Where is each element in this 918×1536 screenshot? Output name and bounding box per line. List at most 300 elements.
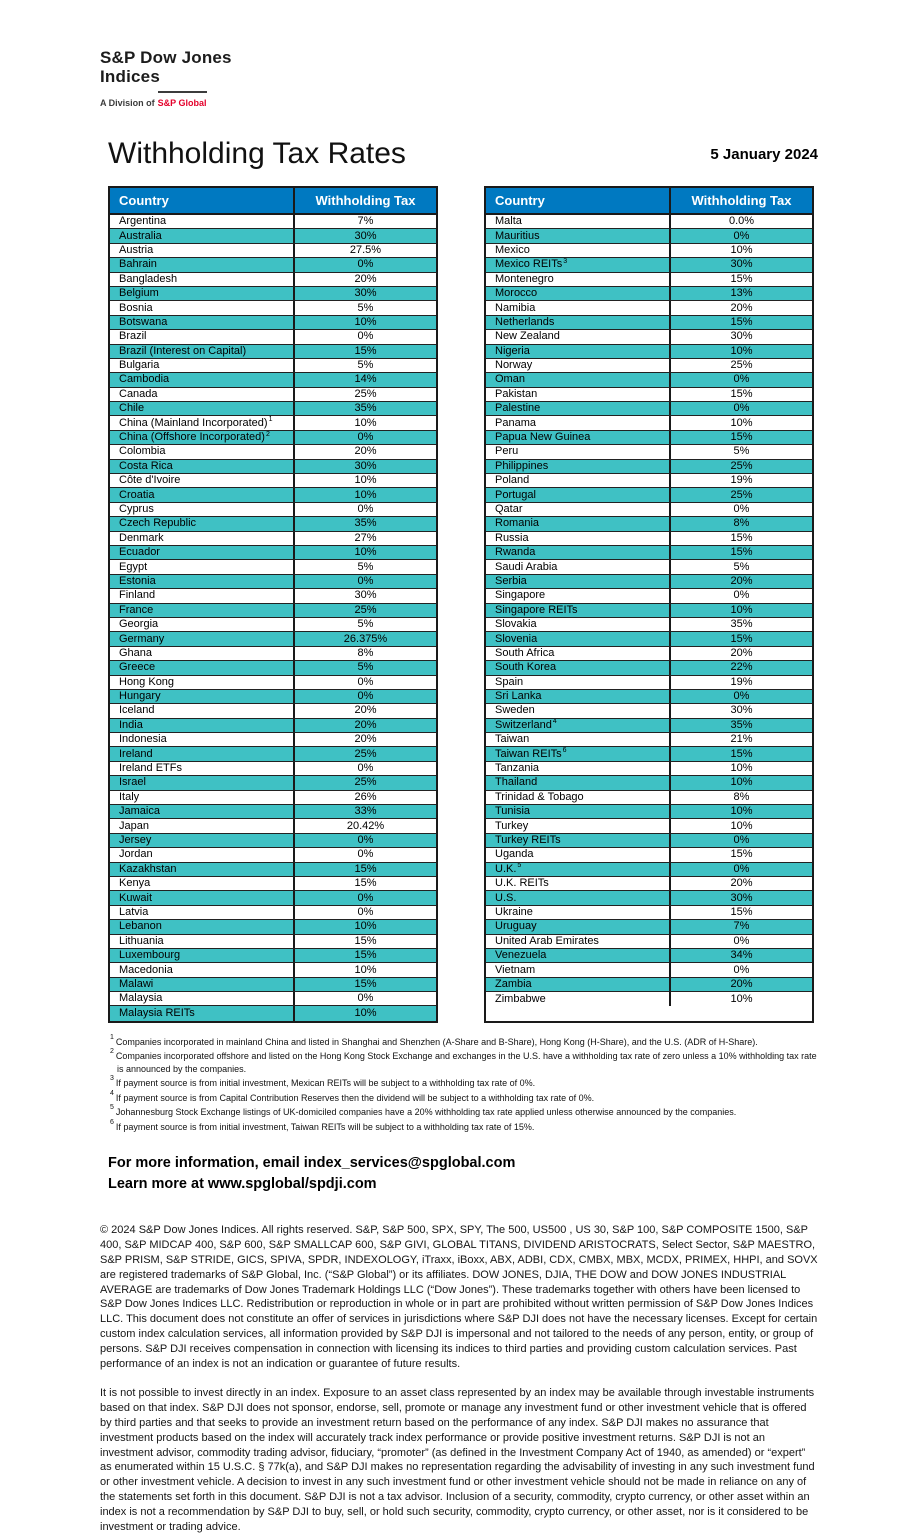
tax-rate-cell: 10% <box>669 762 812 775</box>
country-cell: Ukraine <box>495 905 533 918</box>
table-row <box>486 330 812 344</box>
table-row <box>110 632 436 646</box>
country-cell: Jamaica <box>119 805 160 818</box>
tax-rate-cell: 20% <box>293 273 436 286</box>
country-cell: Croatia <box>119 488 155 501</box>
tax-rate-cell: 10% <box>669 805 812 818</box>
table-row <box>486 560 812 574</box>
tax-rate-cell: 5% <box>293 618 436 631</box>
footnote: $^3$ If payment source is from initial investment, Mexican REITs will be subject to a withholding tax rate of 0%. <box>110 1075 536 1089</box>
country-cell: Singapore <box>495 589 546 602</box>
table-row <box>486 891 812 905</box>
country-cell: Norway <box>495 359 533 372</box>
footnote-number: 4 <box>110 1089 114 1097</box>
country-cell: Austria <box>119 243 154 256</box>
tax-rate-cell: 10% <box>669 992 812 1006</box>
table-row <box>486 517 812 531</box>
table-row <box>110 848 436 862</box>
document-date: 5 January 2024 <box>710 145 818 163</box>
table-row <box>486 345 812 359</box>
table-row <box>486 704 812 718</box>
country-cell: Namibia <box>495 301 536 314</box>
table-row <box>486 287 812 301</box>
tax-rate-cell: 10% <box>293 416 436 429</box>
table-row <box>486 316 812 330</box>
tax-rate-cell: 8% <box>669 791 812 804</box>
tax-rate-cell: 22% <box>669 661 812 674</box>
table-row <box>486 632 812 646</box>
tax-rate-cell: 25% <box>293 776 436 789</box>
country-cell: Peru <box>495 445 519 458</box>
country-cell: Zimbabwe <box>495 992 546 1005</box>
tax-rate-cell: 0% <box>293 503 436 516</box>
tax-rate-cell: 8% <box>669 517 812 530</box>
table-row <box>486 949 812 963</box>
tax-rate-cell: 20.42% <box>293 819 436 832</box>
contact-email-address[interactable]: index_services@spglobal.com <box>303 1155 516 1172</box>
table-row <box>110 460 436 474</box>
tax-rate-cell: 15% <box>669 747 812 760</box>
table-row <box>486 661 812 675</box>
table-row <box>110 877 436 891</box>
tax-rate-cell: 35% <box>669 719 812 732</box>
country-cell: Mexico <box>495 243 530 256</box>
country-cell: France <box>119 603 154 616</box>
tax-rate-cell: 25% <box>669 460 812 473</box>
country-cell: Bahrain <box>119 258 157 271</box>
table-row <box>486 474 812 488</box>
country-cell: Ireland <box>119 747 153 760</box>
table-row <box>486 445 812 459</box>
footnote: $^5$ Johannesburg Stock Exchange listings of UK-domiciled companies have a 20% withholding tax rate applied unless otherwise announced by the companies. <box>110 1104 737 1118</box>
table-row <box>110 316 436 330</box>
logo-division-line <box>100 91 818 113</box>
country-cell: Slovenia <box>495 632 538 645</box>
country-cell: Cyprus <box>119 503 154 515</box>
country-column-header: Country <box>495 193 545 208</box>
tax-rate-cell: 10% <box>669 776 812 789</box>
country-cell: Philippines <box>495 459 549 472</box>
country-cell: Czech Republic <box>119 517 197 530</box>
table-row <box>486 604 812 618</box>
tax-rate-cell: 15% <box>293 935 436 948</box>
country-cell: Netherlands <box>495 315 555 328</box>
table-row <box>110 402 436 416</box>
country-column-header: Country <box>119 193 169 208</box>
country-cell: Finland <box>119 589 156 602</box>
country-cell: Palestine <box>495 402 541 415</box>
withholding-tax-column-header: Withholding Tax <box>669 188 812 213</box>
country-cell: Switzerland $^4$ <box>495 718 557 731</box>
country-cell: Colombia <box>119 445 166 458</box>
tax-rate-cell: 25% <box>293 604 436 617</box>
country-cell: Vietnam <box>495 963 536 976</box>
country-cell: Kenya <box>119 877 151 890</box>
country-cell: Tanzania <box>495 762 540 775</box>
country-cell: Estonia <box>119 574 156 587</box>
division-prefix: A Division of <box>100 98 155 108</box>
country-cell: Taiwan <box>495 733 530 746</box>
table-row <box>110 834 436 848</box>
tax-rate-cell: 5% <box>293 560 436 573</box>
table-row <box>110 661 436 675</box>
table-row <box>110 690 436 704</box>
tax-rate-cell: 0% <box>293 575 436 588</box>
country-cell: Côte d'Ivoire <box>119 474 181 487</box>
contact-url-line <box>108 1174 818 1195</box>
table-row <box>110 373 436 387</box>
table-row <box>110 215 436 229</box>
country-cell: India <box>119 718 143 731</box>
country-cell: Macedonia <box>119 963 173 976</box>
title-row <box>100 137 818 171</box>
country-cell: Morocco <box>495 287 538 300</box>
table-row <box>110 589 436 603</box>
country-cell: Pakistan <box>495 387 538 400</box>
country-cell: Singapore REITs <box>495 603 578 616</box>
table-row <box>110 704 436 718</box>
table-row <box>486 503 812 517</box>
table-row <box>110 345 436 359</box>
country-cell: Israel <box>119 776 146 789</box>
tax-rate-cell: 20% <box>669 978 812 991</box>
table-row <box>486 532 812 546</box>
country-cell: Argentina <box>119 215 167 228</box>
country-cell: Oman <box>495 373 525 386</box>
table-row <box>486 676 812 690</box>
footnote: $^2$ Companies incorporated offshore and listed on the Hong Kong Stock Exchange and exchanges in the U.S. have a withholding tax rate of zero unless a 10% withholding tax rate is announced by the companies. <box>110 1048 817 1074</box>
country-cell: Papua New Guinea <box>495 431 591 444</box>
table-row <box>486 762 812 776</box>
table-row <box>110 416 436 430</box>
tax-rate-cell: 10% <box>293 474 436 487</box>
country-cell: Ireland ETFs <box>119 762 182 775</box>
tax-rate-cell: 20% <box>669 647 812 660</box>
country-cell: Panama <box>495 416 536 429</box>
tax-rate-cell: 7% <box>293 215 436 228</box>
tax-rate-cell: 20% <box>293 719 436 732</box>
tax-rate-cell: 25% <box>669 359 812 372</box>
country-cell: Jersey <box>119 833 152 846</box>
tax-rate-cell: 15% <box>669 546 812 559</box>
table-row <box>110 359 436 373</box>
tax-rate-cell: 10% <box>293 1006 436 1020</box>
table-row <box>110 273 436 287</box>
table-row <box>486 877 812 891</box>
contact-url-prefix: Learn more at <box>108 1176 208 1193</box>
tax-rate-cell: 15% <box>669 632 812 645</box>
country-cell: China (Offshore Incorporated) $^2$ <box>119 430 270 444</box>
table-row <box>486 719 812 733</box>
country-cell: Lebanon <box>119 920 162 933</box>
footnote: $^6$ If payment source is from initial investment, Taiwan REITs will be subject to a withholding tax rate of 15%. <box>110 1118 535 1132</box>
sp-dow-jones-indices-logo <box>100 48 818 113</box>
contact-email-prefix: For more information, email <box>108 1155 304 1172</box>
table-row <box>110 733 436 747</box>
tax-rate-cell: 0% <box>293 330 436 343</box>
tax-rate-cell: 10% <box>293 316 436 329</box>
tax-rate-cell: 0% <box>293 431 436 444</box>
country-cell: Venezuela <box>495 949 547 962</box>
tax-tables <box>100 186 818 1023</box>
country-cell: Malaysia REITs <box>119 1007 195 1020</box>
tax-rate-cell: 0% <box>669 690 812 703</box>
table-row <box>110 863 436 877</box>
table-row <box>486 460 812 474</box>
country-cell: Hong Kong <box>119 675 175 688</box>
table-row <box>486 776 812 790</box>
tax-rate-cell: 26% <box>293 791 436 804</box>
tax-table-left <box>108 186 438 1023</box>
table-row <box>486 690 812 704</box>
table-row <box>110 532 436 546</box>
table-row <box>486 402 812 416</box>
table-row <box>486 978 812 992</box>
tax-rate-cell: 0% <box>669 935 812 948</box>
tax-rate-cell: 5% <box>293 661 436 674</box>
table-row <box>110 560 436 574</box>
country-cell: Portugal <box>495 488 536 501</box>
country-cell: Nigeria <box>495 344 530 357</box>
table-row <box>486 416 812 430</box>
country-cell: Greece <box>119 661 156 674</box>
table-row <box>110 963 436 977</box>
page-title: Withholding Tax Rates <box>108 137 406 170</box>
contact-email-line <box>108 1153 818 1174</box>
country-cell: Bulgaria <box>119 359 160 372</box>
tax-rate-cell: 15% <box>293 949 436 962</box>
tax-rate-cell: 0% <box>669 373 812 386</box>
country-cell: Costa Rica <box>119 459 173 472</box>
country-cell: U.S. <box>495 891 517 904</box>
footnote: $^1$ Companies incorporated in mainland China and listed in Shanghai and Shenzhen (A-Share and B-Share), Hong Kong (H-Share), and the U.S. (ADR of H-Share). <box>110 1033 758 1047</box>
country-cell: South Korea <box>495 661 557 674</box>
tax-table-right <box>484 186 814 1023</box>
table-row <box>110 805 436 819</box>
legal-paragraph-disclaimer: It is not possible to invest directly in an index. Exposure to an asset class represented by an index may be available through investable instruments based on that index. S&P DJI does not sponsor, endorse, sell, promote or manage any investment fund or other investment vehicle that is offered by third parties and that seeks to provide an investment return based on the performance of any index. S&P DJI makes no assurance that investment products based on the index will accurately track index performance or provide positive investment returns. S&P DJI is not an investment advisor, commodity trading advisor, fiduciary, “promoter” (as defined in the Investment Company Act of 1940, as amended) or “expert” as enumerated within 15 U.S.C. § 77k(a), and S&P DJI makes no representation regarding the advisability of investing in any such investment fund or other investment vehicle. A decision to invest in any such investment fund or other investment vehicle should not be made in reliance on any of the statements set forth in this document. S&P DJI is not a tax advisor. Inclusion of a security, commodity, crypto currency, or other asset within an index is not a recommendation by S&P DJI to buy, sell, or hold such security, commodity, crypto currency, or other asset, nor is it considered to be investment or trading advice. <box>100 1387 815 1533</box>
country-cell: Thailand <box>495 776 538 789</box>
table-row <box>486 244 812 258</box>
tax-rate-cell: 0% <box>293 834 436 847</box>
country-cell: Belgium <box>119 287 159 300</box>
table-row <box>110 935 436 949</box>
country-cell: China (Mainland Incorporated) $^1$ <box>119 416 273 429</box>
tax-rate-cell: 0% <box>293 891 436 904</box>
tax-rate-cell: 14% <box>293 373 436 386</box>
country-cell: Sri Lanka <box>495 690 542 703</box>
tax-rate-cell: 33% <box>293 805 436 818</box>
country-cell: Qatar <box>495 503 523 515</box>
legal-paragraph-copyright: © 2024 S&P Dow Jones Indices. All rights reserved. S&P, S&P 500, SPX, SPY, The 500, US500 , US 30, S&P 100, S&P COMPOSITE 1500, S&P 400, S&P MIDCAP 400, S&P 600, S&P SMALLCAP 600, S&P GIVI, GLOBAL TITANS, DIVIDEND ARISTOCRATS, Select Sector, S&P MAESTRO, S&P PRISM, S&P STRIDE, GICS, SPIVA, SPDR, INDEXOLOGY, iTraxx, iBoxx, ABX, ADBI, CDX, CMBX, MBX, MCDX, PRIMEX, HHPI, and SOVX are registered trademarks of S&P Global, Inc. (“S&P Global”) or its affiliates. DOW JONES, DJIA, THE DOW and DOW JONES INDUSTRIAL AVERAGE are trademarks of Dow Jones Trademark Holdings LLC (“Dow Jones”). These trademarks together with others have been licensed to S&P Dow Jones Indices LLC. Redistribution or reproduction in whole or in part are prohibited without written permission of S&P Dow Jones Indices LLC. This document does not constitute an offer of services in jurisdictions where S&P DJI does not have the necessary licenses. Except for certain custom index calculation services, all information provided by S&P DJI is impersonal and not tailored to the needs of any person, entity, or group of persons. S&P DJI receives compensation in connection with licensing its indices to third parties and providing custom calculation services. Past performance of an index is not an indication or guarantee of future results. <box>100 1224 818 1370</box>
country-cell: Sweden <box>495 704 535 717</box>
tax-rate-cell: 30% <box>669 891 812 904</box>
tax-rate-cell: 34% <box>669 949 812 962</box>
tax-rate-cell: 5% <box>293 359 436 372</box>
table-row <box>486 747 812 761</box>
country-cell: U.K. REITs <box>495 877 549 890</box>
table-row <box>110 719 436 733</box>
footnote-number: 3 <box>110 1075 114 1083</box>
country-cell: Turkey REITs <box>495 833 561 846</box>
table-row <box>110 575 436 589</box>
table-row <box>110 229 436 243</box>
country-cell: United Arab Emirates <box>495 934 599 947</box>
tax-rate-cell: 30% <box>293 229 436 242</box>
table-row <box>110 431 436 445</box>
table-row <box>110 747 436 761</box>
country-cell: Kazakhstan <box>119 862 177 875</box>
contact-block <box>100 1153 818 1195</box>
tax-rate-cell: 30% <box>669 258 812 271</box>
tax-rate-cell: 10% <box>669 416 812 429</box>
country-cell: Egypt <box>119 560 148 573</box>
table-row <box>486 589 812 603</box>
footnote-number: 1 <box>110 1033 114 1041</box>
table-row <box>110 546 436 560</box>
table-row <box>486 791 812 805</box>
country-cell: Iceland <box>119 704 155 717</box>
table-row <box>486 805 812 819</box>
tax-rate-cell: 21% <box>669 733 812 746</box>
logo-line-2: Indices <box>100 67 160 86</box>
tax-rate-cell: 0% <box>293 676 436 689</box>
country-cell: Kuwait <box>119 891 153 904</box>
country-cell: Mauritius <box>495 229 540 242</box>
table-row <box>486 229 812 243</box>
footnote-number: 5 <box>110 1104 114 1112</box>
tax-rate-cell: 8% <box>293 647 436 660</box>
tax-rate-cell: 25% <box>293 388 436 401</box>
country-cell: Montenegro <box>495 272 554 285</box>
table-row <box>110 791 436 805</box>
table-row <box>110 301 436 315</box>
table-row <box>110 906 436 920</box>
tax-rate-cell: 20% <box>293 445 436 458</box>
country-cell: Mexico REITs $^3$ <box>495 258 568 271</box>
tax-rate-cell: 27% <box>293 532 436 545</box>
table-row <box>110 618 436 632</box>
table-row <box>486 359 812 373</box>
tax-rate-cell: 10% <box>669 819 812 832</box>
country-cell: Rwanda <box>495 546 536 559</box>
table-row <box>110 287 436 301</box>
table-row <box>110 388 436 402</box>
table-row <box>486 848 812 862</box>
contact-url[interactable]: www.spglobal/spdji.com <box>207 1176 377 1193</box>
tax-rate-cell: 10% <box>293 920 436 933</box>
country-cell: Taiwan REITs $^6$ <box>495 747 567 760</box>
country-cell: Romania <box>495 517 540 530</box>
tax-rate-cell: 0% <box>293 258 436 271</box>
tax-rate-cell: 19% <box>669 676 812 689</box>
country-cell: Poland <box>495 474 530 487</box>
tax-rate-cell: 0% <box>293 992 436 1005</box>
tax-rate-cell: 10% <box>293 546 436 559</box>
footnote-number: 2 <box>110 1048 114 1056</box>
table-row <box>110 891 436 905</box>
country-cell: Bangladesh <box>119 272 178 285</box>
tax-rate-cell: 30% <box>293 287 436 300</box>
country-cell: Ecuador <box>119 546 160 559</box>
tax-rate-cell: 0% <box>293 762 436 775</box>
table-row <box>486 575 812 589</box>
table-row <box>486 834 812 848</box>
table-row <box>110 503 436 517</box>
tax-rate-cell: 30% <box>293 589 436 602</box>
tax-rate-cell: 20% <box>293 704 436 717</box>
table-row <box>110 517 436 531</box>
tax-rate-cell: 26.375% <box>293 632 436 645</box>
tax-rate-cell: 15% <box>293 863 436 876</box>
tax-rate-cell: 15% <box>669 532 812 545</box>
country-cell: Luxembourg <box>119 949 181 962</box>
country-cell: Trinidad & Tobago <box>495 790 584 803</box>
legal-disclaimer <box>100 1223 818 1534</box>
tax-rate-cell: 0% <box>669 834 812 847</box>
table-row <box>486 992 812 1006</box>
country-cell: South Africa <box>495 646 555 659</box>
table-header <box>486 188 812 215</box>
tax-rate-cell: 20% <box>669 877 812 890</box>
tax-rate-cell: 0% <box>293 848 436 861</box>
country-cell: Uruguay <box>495 920 537 933</box>
tax-rate-cell: 25% <box>669 488 812 501</box>
table-row <box>110 1006 436 1020</box>
tax-rate-cell: 0% <box>669 503 812 516</box>
country-cell: New Zealand <box>495 330 560 343</box>
country-cell: Serbia <box>495 574 527 587</box>
tax-rate-cell: 5% <box>293 301 436 314</box>
table-body <box>110 215 436 1021</box>
table-row <box>110 992 436 1006</box>
table-row <box>110 762 436 776</box>
tax-rate-cell: 35% <box>293 517 436 530</box>
table-row <box>486 488 812 502</box>
tax-rate-cell: 19% <box>669 474 812 487</box>
table-row <box>110 330 436 344</box>
country-cell: Canada <box>119 387 158 400</box>
tax-rate-cell: 15% <box>669 906 812 919</box>
table-row <box>486 647 812 661</box>
footnotes <box>100 1033 822 1134</box>
tax-rate-cell: 27.5% <box>293 244 436 257</box>
country-cell: Russia <box>495 531 529 544</box>
table-row <box>486 963 812 977</box>
table-row <box>110 258 436 272</box>
table-row <box>486 215 812 229</box>
country-cell: Botswana <box>119 315 168 328</box>
tax-rate-cell: 0% <box>669 402 812 415</box>
tax-rate-cell: 20% <box>669 301 812 314</box>
table-row <box>486 373 812 387</box>
table-row <box>486 906 812 920</box>
table-row <box>110 445 436 459</box>
tax-rate-cell: 0% <box>669 589 812 602</box>
table-row <box>486 618 812 632</box>
table-row <box>110 819 436 833</box>
table-row <box>486 819 812 833</box>
country-cell: Spain <box>495 675 524 688</box>
tax-rate-cell: 15% <box>669 431 812 444</box>
table-row <box>486 733 812 747</box>
tax-rate-cell: 10% <box>293 488 436 501</box>
tax-rate-cell: 0% <box>293 906 436 919</box>
country-cell: Hungary <box>119 690 161 703</box>
table-row <box>486 273 812 287</box>
table-row <box>486 546 812 560</box>
table-row <box>110 920 436 934</box>
tax-rate-cell: 13% <box>669 287 812 300</box>
